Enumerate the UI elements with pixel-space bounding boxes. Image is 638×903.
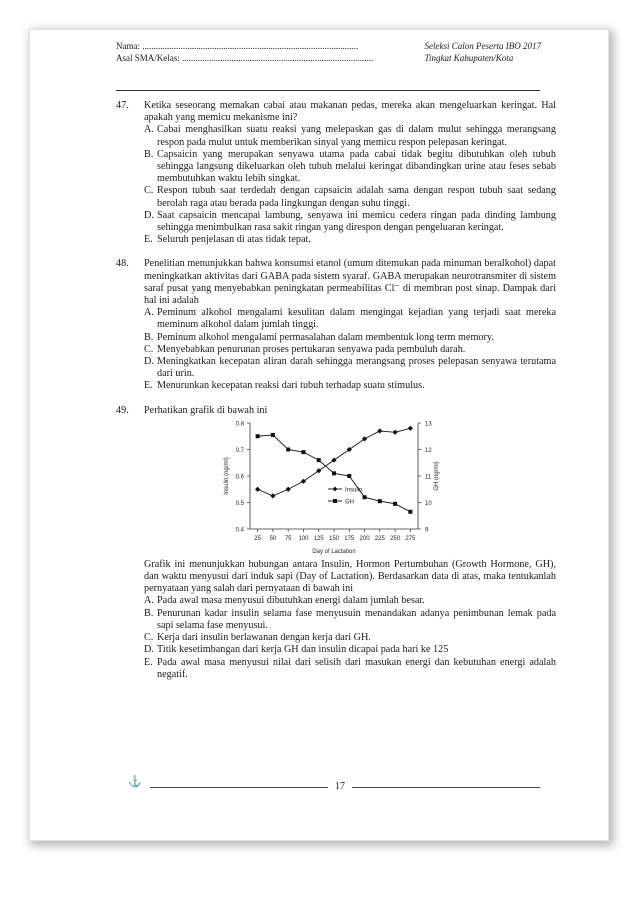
option-text: Pada awal masa menyusui dibutuhkan energi dalam jumlah besar. (157, 595, 425, 607)
option-d (144, 356, 556, 380)
page-footer (128, 776, 540, 793)
x-tick-label: 125 (313, 535, 324, 542)
option-text: Menyebabkan penurunan proses pertukaran senyawa pada pembuluh darah. (157, 343, 466, 355)
option-e (144, 380, 556, 392)
y-axis-title-left: Insulin (ng/ml) (224, 457, 230, 495)
asal-field: Asal SMA/Kelas: ..................................................................................... (116, 53, 374, 63)
data-point-insulin (301, 479, 306, 484)
option-text: Meningkatkan kecepatan aliran darah sehingga merangsang proses pelepasan senyawa terutama dari urin. (157, 356, 556, 380)
data-point-gh (286, 447, 290, 451)
x-tick-label: 250 (390, 535, 401, 542)
question-49 (116, 405, 556, 417)
option-letter: D. (144, 209, 154, 221)
question-number: 47. (116, 100, 129, 111)
option-letter: E. (144, 234, 153, 246)
option-text: Kerja dari insulin berlawanan dengan kerja dari GH. (157, 632, 371, 644)
option-letter: B. (144, 607, 154, 619)
option-text: Seluruh penjelasan di atas tidak tepat. (157, 234, 311, 246)
option-letter: E. (144, 656, 153, 668)
question-text: Penelitian menunjukkan bahwa konsumsi etanol (umum ditemukan pada minuman beralkohol) dapat meningkatkan aktivitas dari GABA pada sistem syaraf. GABA merupakan neurotransmiter di sistem saraf pusat yang menyebabkan peningkatan permeabilitas Cl⁻ di membran post sinap. Dampak dari hal ini adalah (144, 258, 556, 307)
x-axis-title: Day of Lactation (312, 548, 356, 555)
option-d (144, 644, 556, 656)
data-point-insulin (392, 430, 397, 435)
data-point-gh (363, 495, 367, 499)
option-b (144, 332, 556, 344)
data-point-gh (408, 510, 412, 514)
data-point-insulin (362, 436, 367, 441)
data-point-gh (393, 502, 397, 506)
data-point-insulin (255, 487, 260, 492)
exam-title-line1: Seleksi Calon Peserta IBO 2017 (424, 41, 541, 51)
data-point-gh (347, 474, 351, 478)
footer-line-right (352, 787, 540, 788)
footer-anchor-icon: ⚓ (128, 776, 142, 788)
data-point-gh (378, 499, 382, 503)
question-47 (116, 100, 556, 246)
option-text: Penurunan kadar insulin selama fase menyusuin menandakan adanya penimbunan lemak pada sapi selama fase menyusui. (157, 607, 556, 631)
option-a (144, 307, 556, 331)
question-48 (116, 258, 556, 392)
participant-fields (116, 40, 373, 64)
option-text: Menurunkan kecepatan reaksi dari tubuh terhadap suatu stimulus. (157, 380, 425, 392)
option-text: Capsaicin yang merupakan senyawa utama pada cabai tidak begitu dibutuhkan oleh tubuh sehingga langsung dikeluarkan oleh tubuh melalui keringat dibandingkan urine atau feses sebab membutuhkan waktu lebih singkat. (157, 148, 556, 185)
lactation-chart-svg (116, 419, 556, 559)
option-letter: C. (144, 632, 154, 644)
y-tick-label-left: 0.8 (235, 421, 244, 428)
question-text: Ketika seseorang memakan cabai atau makanan pedas, mereka akan mengeluarkan keringat. Hal apakah yang memicu mekanisme ini? (144, 100, 556, 124)
y-tick-label-left: 0.5 (235, 500, 244, 507)
x-tick-label: 25 (254, 535, 261, 542)
data-point-insulin (316, 468, 321, 473)
question-number: 48. (116, 258, 129, 270)
option-text: Pada awal masa menyusui nilai dari selisih dari masukan energi dan kebutuhan energi adalah negatif. (157, 656, 556, 680)
data-point-gh (271, 433, 275, 437)
question-number: 49. (116, 404, 129, 416)
option-d (144, 210, 556, 234)
option-text: Cabai menghasilkan suatu reaksi yang melepaskan gas di dalam mulut sehingga merangsang respon pada mulut untuk memberikan sinyal yang memicu respon pelepasan keringat. (157, 124, 556, 148)
option-text: Peminum alkohol mengalami kesulitan dalam mengingat kejadian yang terjadi saat mereka meminum alkohol dalam jumlah tinggi. (157, 307, 556, 331)
x-tick-label: 100 (298, 535, 309, 542)
option-letter: E. (144, 380, 153, 392)
option-b (144, 608, 556, 632)
option-c (144, 344, 556, 356)
question-text: Perhatikan grafik di bawah ini (144, 404, 268, 416)
y-tick-label-right: 9 (425, 527, 429, 534)
exam-title (425, 40, 541, 64)
option-text: Respon tubuh saat terdedah dengan capsaicin adalah sama dengan respon tubuh saat sedang berolah raga atau berada pada lingkungan dengan suhu tinggi. (157, 185, 556, 209)
footer-line-left (150, 787, 328, 788)
option-letter: A. (144, 124, 154, 136)
exam-title-line2: Tingkat Kabupaten/Kota (424, 53, 514, 63)
y-tick-label-left: 0.4 (235, 527, 244, 534)
question-after-text: Grafik ini menunjukkan hubungan antara Insulin, Hormon Pertumbuhan (Growth Hormone, GH), dan waktu menyusui dari induk sapi (Day of Lactation). Berdasarkan data di atas, maka tentukanlah pernyataan yang salah dari pernyataan di bawah ini (144, 558, 556, 595)
questions-content (116, 100, 556, 681)
option-letter: C. (144, 343, 154, 355)
option-text: Titik kesetimbangan dari kerja GH dan insulin dicapai pada hari ke 125 (157, 644, 449, 656)
option-letter: C. (144, 185, 154, 197)
data-point-insulin (270, 493, 275, 498)
x-tick-label: 75 (284, 535, 292, 542)
data-point-gh (301, 450, 305, 454)
x-tick-label: 225 (374, 535, 385, 542)
option-letter: D. (144, 356, 154, 368)
option-letter: A. (144, 595, 154, 607)
option-e (144, 234, 556, 246)
y-axis-title-right: GH (ng/ml) (434, 461, 440, 491)
option-e (144, 657, 556, 681)
data-point-gh (256, 434, 260, 438)
option-letter: A. (144, 307, 154, 319)
data-point-insulin (408, 426, 413, 431)
question-49-body (116, 559, 556, 681)
legend-label-insulin: Insulin (345, 487, 363, 494)
y-tick-label-left: 0.7 (235, 447, 244, 454)
x-tick-label: 200 (359, 535, 370, 542)
option-text: Saat capsaicin mencapai lambung, senyawa ini memicu cedera ringan pada dinding lambung sehingga menimbulkan rasa sakit ringan yang direspon dengan pengeluaran keringat. (157, 209, 556, 234)
nama-field: Nama: ................................................................................................ (116, 41, 359, 51)
x-tick-label: 175 (344, 535, 355, 542)
option-a (144, 595, 556, 607)
option-a (144, 124, 556, 148)
legend-label-gh: GH (345, 499, 354, 506)
y-tick-label-right: 12 (425, 447, 432, 454)
y-tick-label-right: 10 (425, 500, 432, 507)
option-b (144, 149, 556, 186)
data-point-insulin (286, 487, 291, 492)
data-point-insulin (331, 457, 336, 462)
legend-marker-gh (333, 499, 337, 503)
option-letter: B. (144, 331, 154, 343)
data-point-gh (317, 458, 321, 462)
header-divider (116, 90, 540, 91)
option-text: Peminum alkohol mengalami permasalahan dalam membentuk long term memory. (157, 331, 494, 343)
option-letter: B. (144, 148, 154, 160)
legend-marker-insulin (333, 486, 338, 491)
lactation-chart (116, 419, 556, 559)
x-tick-label: 50 (269, 535, 277, 542)
y-tick-label-right: 11 (425, 474, 432, 481)
page-number: 17 (335, 781, 345, 792)
option-c (144, 632, 556, 644)
option-letter: D. (144, 644, 154, 656)
data-point-gh (332, 471, 336, 475)
x-tick-label: 150 (328, 535, 340, 542)
y-tick-label-right: 13 (425, 421, 432, 428)
data-point-insulin (377, 428, 382, 433)
y-tick-label-left: 0.6 (235, 474, 244, 481)
data-point-insulin (347, 447, 352, 452)
x-tick-label: 275 (405, 535, 416, 542)
option-c (144, 185, 556, 209)
